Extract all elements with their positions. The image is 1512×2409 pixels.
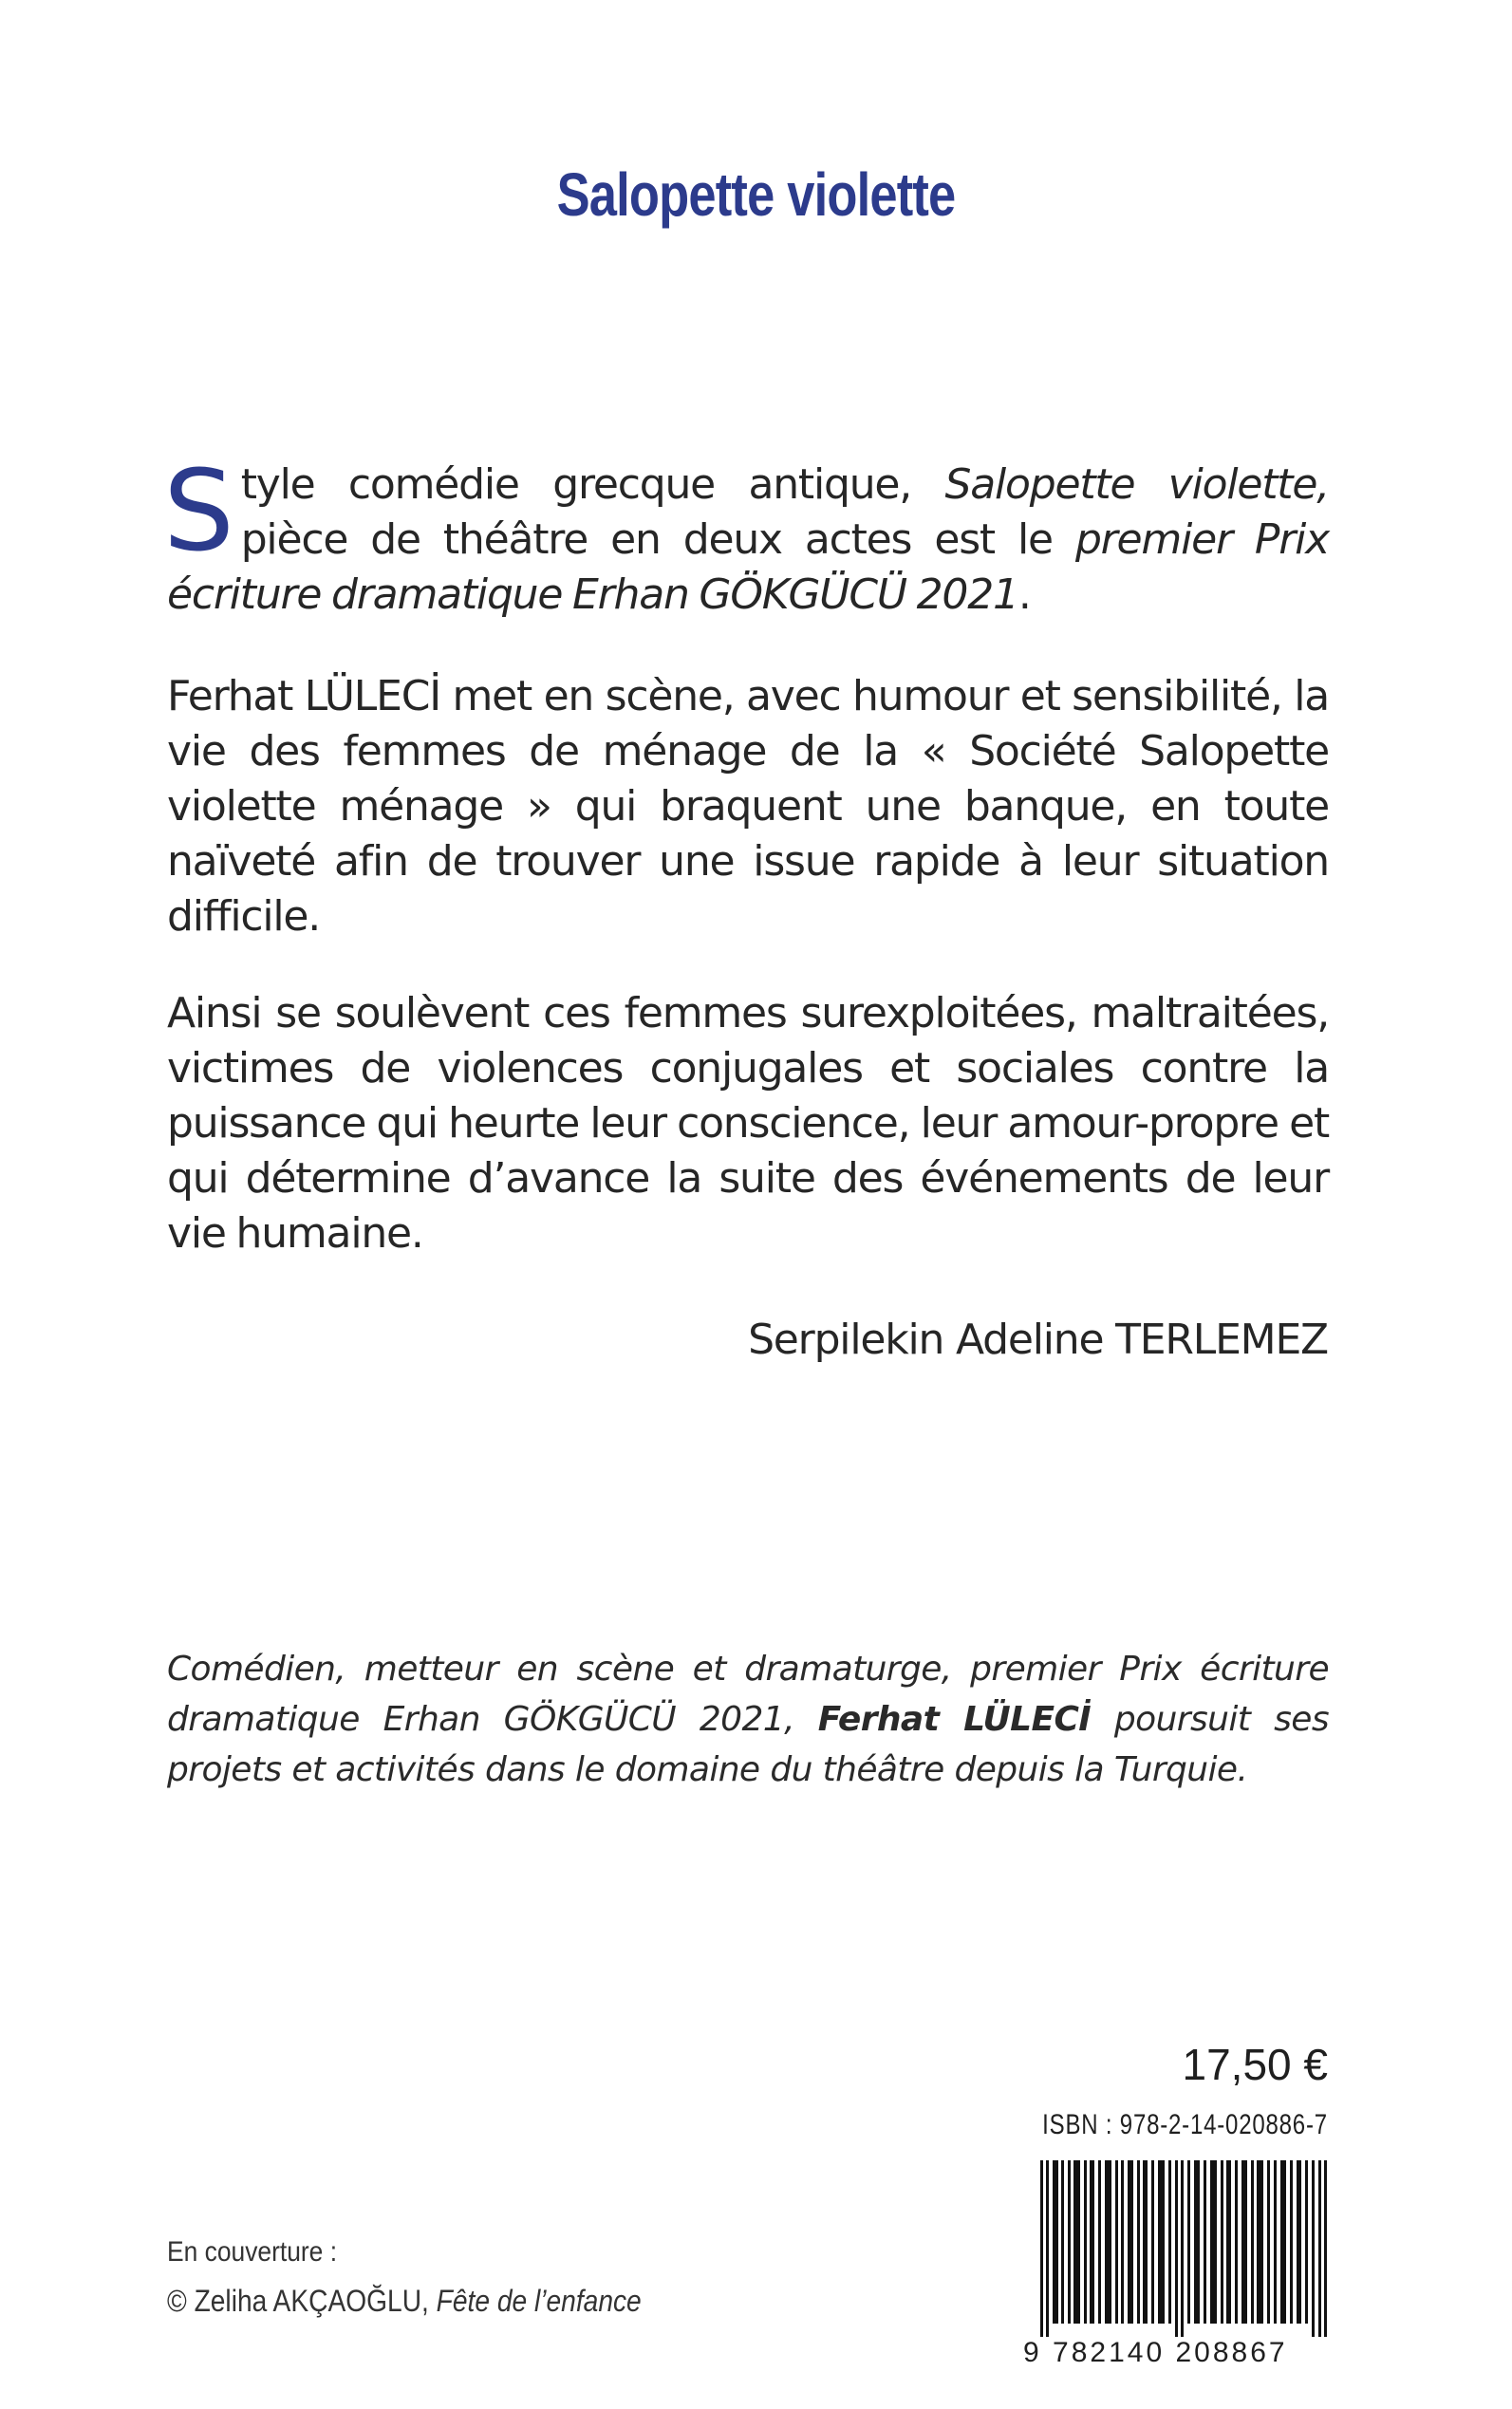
themes-text: Ainsi se soulèvent ces femmes surexploitées, maltraitées, victimes de violences conjugales et sociales contre la puissance qui heurte leur conscience, leur amour-propre et qui détermine d’avance la suite des événements de leur vie humaine. — [167, 989, 1329, 1258]
paragraph-synopsis — [167, 669, 1329, 944]
intro-italic-prize: premier Prix écriture dramatique Erhan GÖKGÜCÜ 2021 — [167, 515, 1329, 619]
synopsis-text: Ferhat LÜLECİ met en scène, avec humour et sensibilité, la vie des femmes de ménage de la « Société Salopette violette ménage » qui braquent une banque, en toute naïveté afin de trouver une issue rapide à leur situation difficile. — [167, 672, 1329, 941]
intro-text-a: tyle comédie grecque antique, — [240, 460, 945, 509]
cover-artist: © Zeliha AKÇAOĞLU, — [167, 2284, 437, 2318]
bio-text-a: Comédien, metteur en scène et dramaturge, premier Prix écriture dramatique Erhan GÖKGÜCÜ 2021, — [167, 1650, 1329, 1739]
paragraph-themes — [167, 986, 1329, 1261]
barcode-icon — [1040, 2160, 1328, 2350]
paragraph-intro — [163, 445, 1330, 623]
barcode-digits: 9 782140 208867 — [1023, 2337, 1288, 2368]
barcode-graphic — [1040, 2160, 1328, 2337]
bio-text-b: poursuit ses projets et activités dans le domaine du théâtre depuis la Turquie. — [167, 1700, 1329, 1789]
book-title: Salopette violette — [556, 160, 956, 229]
cover-work-title: Fête de l’enfance — [436, 2284, 642, 2318]
price-label: 17,50 € — [1182, 2040, 1328, 2089]
intro-text-b: pièce de théâtre en deux actes est le — [240, 515, 1075, 564]
intro-italic-title: Salopette violette, — [944, 460, 1330, 509]
author-bio — [167, 1644, 1329, 1795]
cover-credit — [167, 2284, 642, 2319]
intro-text-c: . — [1017, 570, 1031, 619]
bio-author-name: Ferhat LÜLECİ — [817, 1700, 1092, 1739]
isbn-label: ISBN : 978-2-14-020886-7 — [1042, 2109, 1328, 2140]
review-signature: Serpilekin Adeline TERLEMEZ — [748, 1316, 1328, 1364]
drop-cap: S — [163, 445, 233, 576]
cover-label: En couverture : — [167, 2236, 338, 2268]
